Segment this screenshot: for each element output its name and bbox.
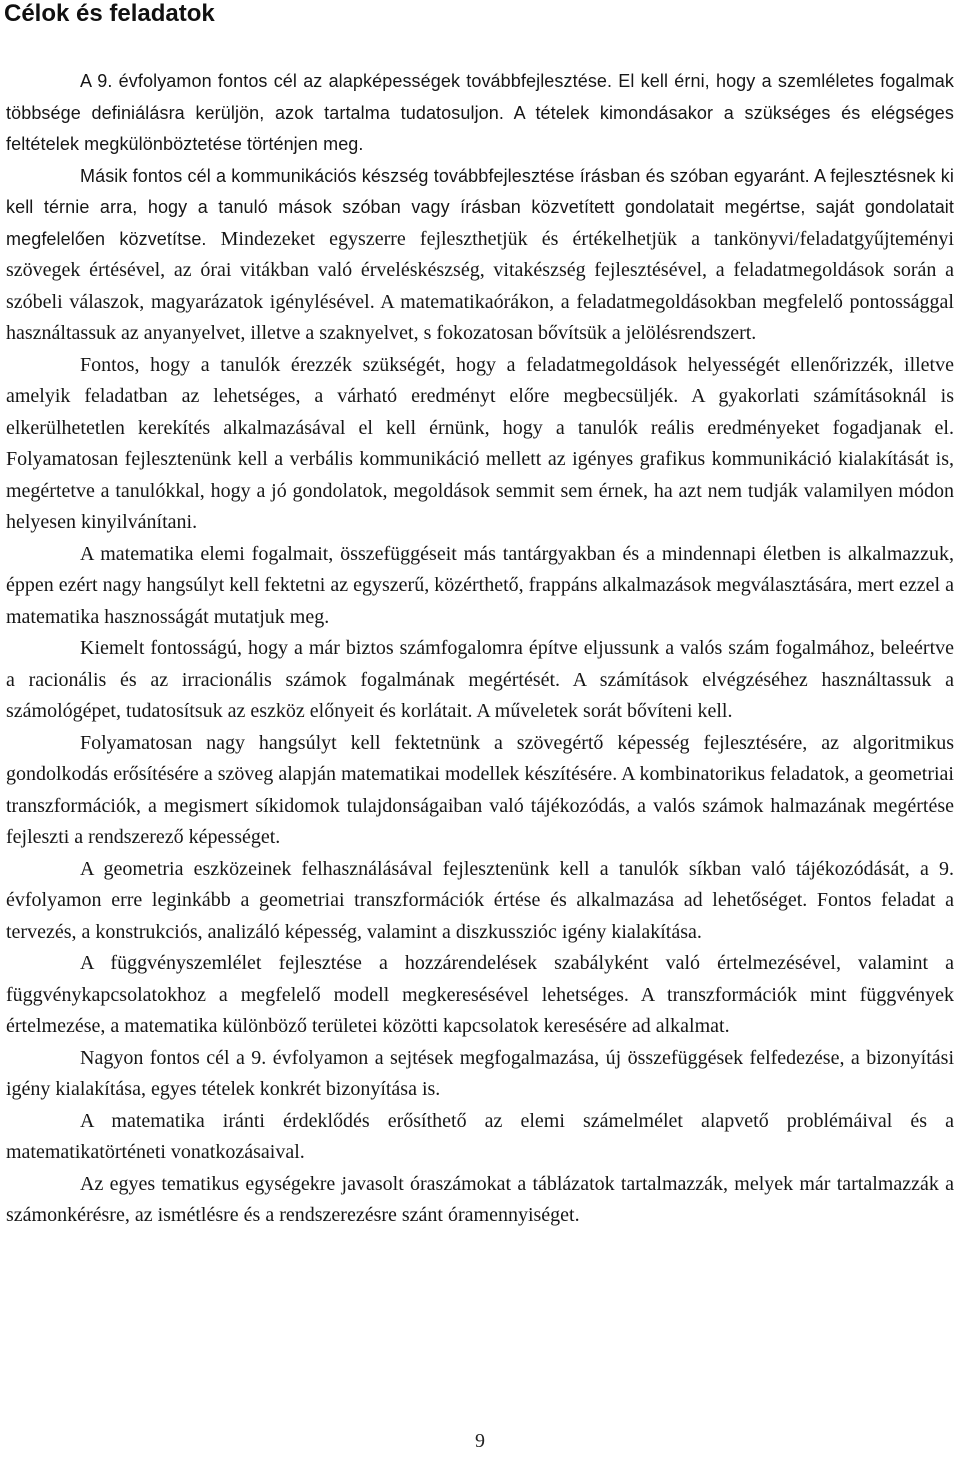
paragraph-2-sans: Másik fontos cél a kommunikációs készség továbbfejlesztése írásban és szóban egyaránt. A fejlesztésnek ki kell térnie arra, hogy a tanuló mások szóban vagy írásban közvetített gondolatait megértse, saját gondolatait megfelelően közvetítse. <box>6 165 954 249</box>
body-text <box>6 66 954 1232</box>
paragraph-11: Az egyes tematikus egységekre javasolt óraszámokat a táblázatok tartalmazzák, melyek már tartalmazzák a számonkérésre, az ismétlésre és a rendszerezésre szánt óramennyiséget. <box>6 1172 954 1226</box>
paragraph-2 <box>6 161 954 350</box>
page-number: 9 <box>475 1430 485 1452</box>
paragraph-3: Fontos, hogy a tanulók érezzék szükségét, hogy a feladatmegoldások helyességét ellenőrizzék, illetve amelyik feladatban az lehetséges, a várható eredményt előre megbecsüljék. A gyakorlati számításoknál is elkerülhetetlen kerekítés alkalmazásával el kell érnünk, hogy a tanulók reális eredményeket fogadjanak el. Folyamatosan fejlesztenünk kell a verbális kommunikáció mellett az igényes grafikus kommunikáció kialakítását is, megértetve a tanulókkal, hogy a jó gondolatok, megoldások semmit sem érnek, ha azt nem tudják valamilyen módon helyesen kinyilvánítani. <box>6 353 954 533</box>
paragraph-4: A matematika elemi fogalmait, összefüggéseit más tantárgyakban és a mindennapi életben is alkalmazzuk, éppen ezért nagy hangsúlyt kell fektetni az egyszerű, közérthető, frappáns alkalmazások megválasztására, mert ezzel a matematika hasznosságát mutatjuk meg. <box>6 542 954 628</box>
paragraph-6: Folyamatosan nagy hangsúlyt kell fektetnünk a szövegértő képesség fejlesztésére, az algoritmikus gondolkodás erősítésére a szöveg alapján matematikai modellek készítésére. A kombinatorikus feladatok, a geometriai transzformációk, a megismert síkidomok tulajdonságaiban való tájékozódás, a valós számok halmazának megértése fejleszti a rendszerező képességet. <box>6 731 954 848</box>
paragraph-10: A matematika iránti érdeklődés erősíthető az elemi számelmélet alapvető problémáival és a matematikatörténeti vonatkozásaival. <box>6 1109 954 1163</box>
section-heading: Célok és feladatok <box>4 0 215 27</box>
paragraph-5: Kiemelt fontosságú, hogy a már biztos számfogalomra építve eljussunk a valós szám fogalmához, beleértve a racionális és az irracionális számok fogalmának megértését. A számítások elvégzéséhez használtassuk a számológépet, tudatosítsuk az eszköz előnyeit és korlátait. A műveletek sorát bővíteni kell. <box>6 637 954 722</box>
paragraph-2-serif: Mindezeket egyszerre fejleszthetjük és értékelhetjük a tankönyvi/feladatgyűjteményi szövegek értésével, az órai vitákban való érveléskészség, vitakészség fejlesztésével, a feladatmegoldások során a szóbeli válaszok, magyarázatok igénylésével. A matematikaórákon, a feladatmegoldásokban megfelelő pontossággal használtassuk az anyanyelvet, illetve a szaknyelvet, s fokozatosan bővítsük a jelölésrendszert. <box>6 227 954 344</box>
paragraph-1: A 9. évfolyamon fontos cél az alapképességek továbbfejlesztése. El kell érni, hogy a szemléletes fogalmak többsége definiálásra kerüljön, azok tartalma tudatosuljon. A tételek kimondásakor a szükséges és elégséges feltételek megkülönböztetése történjen meg. <box>6 71 954 154</box>
paragraph-8: A függvényszemlélet fejlesztése a hozzárendelések szabályként való értelmezésével, valamint a függvénykapcsolatokhoz a megfelelő modell megkeresésével lehetséges. A transzformációk mint függvények értelmezése, a matematika különböző területei közötti kapcsolatok keresésére ad alkalmat. <box>6 952 954 1037</box>
paragraph-9: Nagyon fontos cél a 9. évfolyamon a sejtések megfogalmazása, új összefüggések felfedezése, a bizonyítási igény kialakítása, egyes tételek konkrét bizonyítása is. <box>6 1046 954 1100</box>
paragraph-7: A geometria eszközeinek felhasználásával fejlesztenünk kell a tanulók síkban való tájékozódását, a 9. évfolyamon erre leginkább a geometriai transzformációk értése és alkalmazása ad lehetőséget. Fontos feladat a tervezés, a konstrukciós, analizáló képesség, valamint a diszkusszióс igény kialakítása. <box>6 857 954 943</box>
